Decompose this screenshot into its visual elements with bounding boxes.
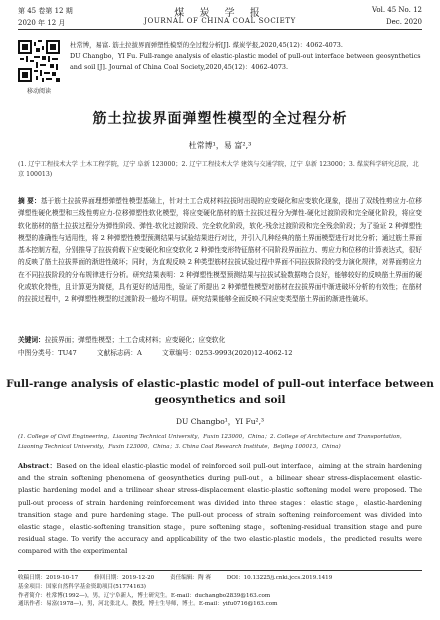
- date-cn: 2020 年 12 月: [18, 19, 66, 27]
- journal-header: [0, 0, 440, 36]
- abstract-cn-text: 基于筋土拉拔界面理想弹塑性模型基础上，针对土工合成材料拉拔时出现的应变硬化和应变软化现象，提出了双线性剪应力-位移弹塑性硬化模型和三线性剪应力-位移弹塑性软化模型，将应变硬化筋材的筋土拉拔过程分为弹性-硬化过渡阶段和完全硬化阶段，将应变软化筋材的筋土拉拔过程分为弹性阶段、弹性-软化过渡阶段、完全软化阶段，软化-残余过渡阶段和完全残余阶段；为了验证 2 种弹塑性模型的准确性与适用性，将 2 种弹塑性模型预测结果与试验结果进行对比，并引入几种经典的筋土界面模型进行对比分析；通过筋土界面基本控制方程，分别推导了拉拔荷载下应变硬化和应变软化 2 种弹性变形特征筋材不同阶段界面拉力、剪应力和位移的计算表达式，很好的反映了筋土拉拔界面的渐进性破坏；同时，为直观反映 2 种类型筋材拉拔试验过程中界面不同拉拔阶段的受力演化规律，对界面剪应力在不同拉拔阶段的分布规律进行分析。研究结果表明：2 种弹塑性模型预测结果与拉拔试验数据吻合良好，能够较好的反映筋土界面的硬化或软化特性，且计算更为简便，具有更好的适用性，验证了所提出 2 种弹塑性模型对筋材在拉拔界面中渐进破坏分析的有效性；在筋材的拉拔过程中，2 种弹塑性模型的过渡阶段一般均不明显。研究结果能够全面反映不同应变类型筋土界面的渐进性破坏。: [18, 197, 422, 304]
- received-date: 收稿日期：2019-10-17: [18, 575, 79, 581]
- journal-name-cn: 煤 炭 学 报: [174, 8, 266, 19]
- citation-block: [70, 40, 422, 73]
- clc-number: 中图分类号：TU47: [18, 349, 77, 357]
- date-en: Dec. 2020: [386, 18, 422, 26]
- abstract-en: [18, 460, 422, 558]
- document-code: 文献标志码：A: [96, 349, 142, 357]
- authors-cn: 杜常博¹，易 富²,³: [188, 141, 252, 150]
- keywords-cn-text: 拉拔界面；弹塑性模型；土工合成材料；应变硬化；应变软化: [44, 336, 226, 344]
- affiliations-cn: (1. 辽宁工程技术大学 土木工程学院，辽宁 阜新 123000；2. 辽宁工程技术大学 建筑与交通学院，辽宁 阜新 123000；3. 煤炭科学研究总院，北京 100013): [18, 161, 419, 178]
- article-footer: [18, 570, 422, 609]
- doi-link[interactable]: DOI：10.13225/j.cnki.jccs.2019.1419: [226, 575, 333, 581]
- abstract-en-text: Based on the ideal elastic-plastic model of reinforced soil pull-out interface，aiming at the strain hardening and the strain softening phenomena of geosynthetics during pull-out，a bilinear shear stress-displacement elastic-plastic hardening model and a trilinear shear stress-displacement elastic-plastic softening model were proposed. The pull-out process of strain hardening reinforcement was divided into three stages：elastic stage，elastic-hardening transition stage and pure hardening stage. The pull-out process of strain softening reinforcement was divided into elastic stage，elastic-softening transition stage，pure softening stage，softening-residual transition stage and pure residual stage. To verify the accuracy and applicability of the two elastic-plastic models，the predicted results were compared with the experimental: [18, 462, 422, 556]
- article-number: 文章编号：0253-9993(2020)12-4062-12: [161, 349, 293, 357]
- qr-caption: 移动阅读: [26, 88, 51, 95]
- affiliations-en: (1. College of Civil Engineering，Liaoning Technical University，Fuxin 123000，China；2. College of Architecture and Transportation，Liaoning Technical University，Fuxin 123000，China；3. China Coal Research Institute，Beijing 100013，China): [18, 434, 406, 450]
- footer-dates-row: [18, 574, 422, 583]
- revised-date: 修回日期：2019-12-20: [94, 575, 155, 581]
- authors-en: DU Changbo¹，YI Fu²,³: [176, 417, 264, 426]
- classification-line: [18, 347, 422, 357]
- paper-title-cn: 筋土拉拔界面弹塑性模型的全过程分析: [92, 111, 348, 127]
- abstract-en-label: Abstract：: [18, 462, 57, 470]
- volume-en: Vol. 45 No. 12: [371, 6, 422, 14]
- abstract-cn-label: 摘 要：: [18, 197, 41, 205]
- header-rule: [18, 29, 422, 30]
- keywords-cn: [18, 334, 422, 344]
- keywords-cn-label: 关键词：: [18, 336, 45, 344]
- abstract-cn: [18, 195, 422, 306]
- responsible-editor: 责任编辑：陶 赛: [170, 575, 211, 581]
- citation-en: DU Changbo，YI Fu. Full-range analysis of elastic-plastic model of pull-out interface between geosynthetics and soil [J]. Journal of China Coal Society,2020,45(12)：4062-4073.: [70, 52, 421, 71]
- journal-name-en: JOURNAL OF CHINA COAL SOCIETY: [144, 17, 296, 25]
- citation-cn: 杜常博，易富. 筋土拉拔界面弹塑性模型的全过程分析[J]. 煤炭学报,2020,45(12)：4062-4073.: [70, 41, 343, 49]
- author-bio-1: 作者简介：杜常博(1992—)，男，辽宁阜新人，博士研究生。E-mail：duchangbo2839@163.com: [18, 592, 271, 599]
- paper-title-en: Full-range analysis of elastic-plastic model of pull-out interface between geosynthetics and soil: [6, 378, 434, 406]
- volume-cn: 第 45 卷第 12 期: [18, 7, 73, 15]
- qr-code-icon[interactable]: [18, 40, 60, 82]
- fund-info: 基金项目：国家自然科学基金资助项目(51774163): [18, 583, 146, 590]
- author-bio-2: 通讯作者：易富(1978—)，男，河北张北人，教授，博士生导师，博士。E-mail：yifu0716@163.com: [18, 601, 278, 608]
